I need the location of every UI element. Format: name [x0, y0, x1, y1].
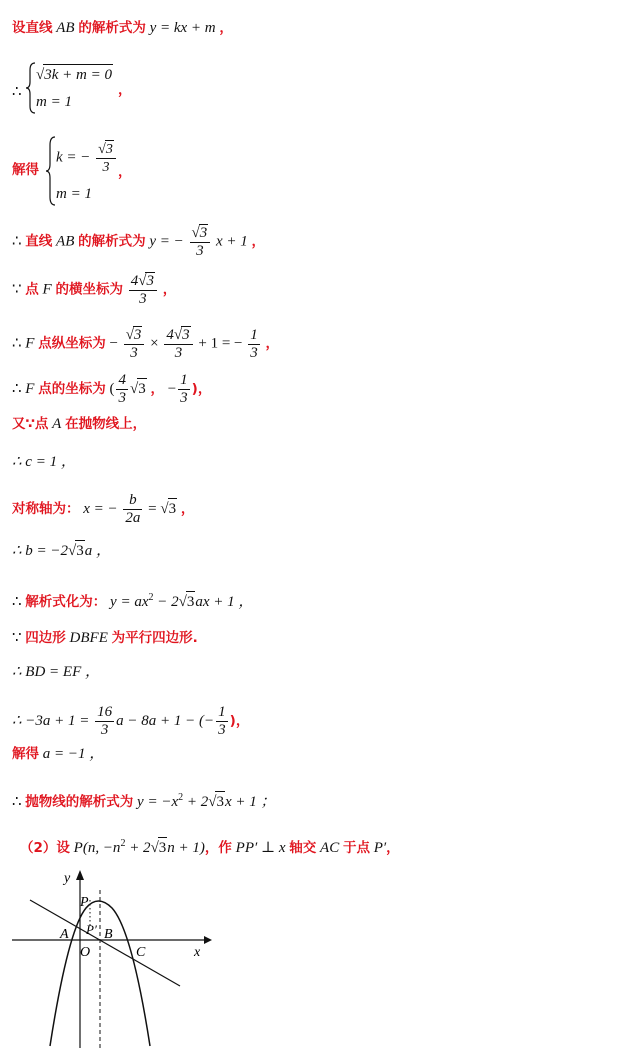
line-13 [12, 628, 198, 648]
math-expr: + 2 [125, 840, 151, 856]
fraction-denominator: 3 [118, 390, 126, 406]
math-expr: 3k + m = 0 [43, 64, 113, 85]
math-sign: = [148, 500, 157, 517]
math-sign: × [150, 335, 159, 352]
text-label: 解得 [12, 162, 39, 178]
text-tail: ， [265, 335, 280, 352]
text-label: 点纵坐标为 [38, 335, 106, 352]
system-eq-1: √3k + m = 0 [36, 64, 113, 85]
math-sign: − [109, 335, 118, 352]
radicand: 3 [158, 837, 168, 858]
math-name: AB [56, 233, 75, 250]
fraction-numerator: 4 [118, 372, 126, 388]
fraction: $\frac{4√3}{3}$ [129, 272, 157, 308]
math-expr: ∴ b = −2 [12, 543, 69, 559]
math-expr: k = − [56, 149, 91, 166]
math-expr: x + 1 [216, 233, 248, 250]
math-sign: − [167, 380, 177, 397]
math-name: A [52, 416, 62, 432]
radicand: 3 [215, 791, 225, 812]
text-tail: ， [386, 840, 400, 856]
fraction-denominator: 3 [218, 722, 226, 738]
text-tail: ， [180, 500, 195, 517]
system-eq-1 [56, 140, 118, 176]
line-4 [12, 224, 265, 260]
fraction-numerator: 1 [218, 704, 226, 720]
math-paren: ( [109, 380, 115, 397]
line-17: ∴ 抛物线的解析式为 $y = -x^2 + 2√3x + 1$ ； [12, 792, 276, 810]
fraction [123, 492, 142, 527]
line-3-label [12, 160, 39, 180]
line-5 [12, 272, 176, 308]
text-label: 四边形 [25, 630, 66, 646]
line-ac [30, 900, 180, 986]
text-label: 抛物线的解析式为 [25, 794, 134, 810]
therefore-symbol: ∴ [12, 380, 22, 397]
text-label: 解析式化为： [25, 594, 107, 610]
text-label: 点 [25, 281, 39, 298]
fraction-denominator: 3 [100, 722, 109, 738]
math-expr: a = −1 ， [42, 746, 105, 762]
fraction-denominator: 2a [125, 510, 141, 526]
fraction [178, 372, 190, 407]
math-expr: a − 8a + 1 − (− [116, 712, 215, 729]
point-c-label: C [136, 945, 146, 960]
line-1 [12, 18, 233, 38]
fraction-numerator-radicand: 3 [146, 273, 154, 289]
fraction-denominator: 3 [196, 243, 204, 259]
fraction: $\frac{4√3}{3}$ [164, 326, 192, 362]
line-9 [12, 452, 76, 472]
line-14 [12, 662, 100, 682]
line-12: ∴ 解析式化为： $y = ax^2 - 2√3ax + 1$ ， [12, 592, 254, 610]
text-label: 的解析式为 [78, 233, 146, 250]
fraction-numerator: 16 [97, 704, 113, 720]
line-7: ∴ F 点的坐标为 ( $\frac{4}{3}$ √3 ， − $\frac{1}{3}$ )， [12, 372, 212, 406]
math-expr: m = 1 [36, 94, 72, 110]
text-label: 于点 [342, 840, 370, 856]
fraction-numerator: 1 [250, 326, 258, 343]
math-expr: x = − [83, 500, 118, 517]
math-exponent: 2 [148, 592, 154, 603]
text-label: 的解析式为 [78, 20, 146, 36]
math-expr: AC [320, 840, 340, 856]
point-b-label: B [104, 927, 113, 942]
therefore-sign [12, 82, 22, 102]
text-tail: ， [118, 82, 132, 98]
line-18: （2）设 P(n, $-n^2 + 2√3n + 1$)，作 PP′ ⊥ x 轴交 AC 于点 P′， [20, 838, 400, 856]
fraction: $\frac{√3}{3}$ [96, 140, 116, 176]
point-p-label: P [80, 895, 89, 910]
math-name: F [25, 335, 35, 352]
text-tail: )， [229, 712, 250, 729]
fraction-numerator: 3 [133, 327, 142, 343]
math-name: F [42, 281, 52, 298]
text-label: 解得 [12, 746, 39, 762]
text-label: 在抛物线上， [65, 416, 147, 432]
because-symbol: ∵ [12, 630, 22, 646]
fraction-numerator-radicand: 3 [182, 327, 190, 343]
line-16 [12, 744, 104, 764]
math-name: AB [56, 20, 75, 36]
math-expr: ∴ −3a + 1 = [12, 712, 90, 729]
fraction-denominator: 3 [174, 345, 183, 361]
math-expr: + 1 = − [198, 335, 243, 352]
math-expr: − 2 [153, 594, 179, 610]
fraction-numerator: b [123, 492, 142, 510]
math-expr: + 2 [183, 794, 209, 810]
math-expr: P(n, −n [73, 840, 121, 856]
text-tail: ， [118, 164, 132, 180]
text-tail: )， [191, 380, 212, 397]
point-p-prime-label: P′ [86, 922, 97, 937]
point-a-label: A [60, 927, 69, 942]
radicand: 3 [168, 498, 178, 519]
line-11: ∴ b = −2√3a ， [12, 540, 111, 561]
parabola-figure [0, 860, 240, 1048]
fraction [216, 704, 228, 739]
text-comma: ， [150, 380, 164, 397]
radicand: 3 [75, 540, 85, 561]
therefore-symbol: ∴ [12, 84, 22, 100]
fraction [248, 327, 260, 362]
text-tail: ， [219, 20, 233, 36]
math-expr: y = −x [137, 794, 179, 810]
math-exponent: 2 [178, 792, 184, 803]
fraction-denominator: 3 [250, 344, 258, 361]
fraction-numerator: 3 [105, 142, 113, 157]
math-expr: n + 1) [167, 840, 205, 856]
text-label: （2）设 [20, 840, 70, 856]
math-expr: ax + 1 ， [195, 594, 254, 610]
fraction-denominator: 3 [130, 345, 138, 361]
therefore-symbol: ∴ [12, 335, 22, 352]
line-3-tail [118, 162, 132, 182]
text-tail: ， [162, 281, 177, 298]
text-label: 直线 [25, 233, 53, 250]
because-symbol: ∵ [12, 281, 22, 298]
math-expr: a ， [84, 543, 112, 559]
therefore-symbol: ∴ [12, 233, 22, 250]
fraction-numerator: 3 [199, 225, 208, 241]
line-2-tail [118, 80, 132, 100]
text-label: 点的坐标为 [38, 380, 106, 397]
text-label: ，作 [204, 840, 232, 856]
math-expr: x + 1 ； [224, 794, 276, 810]
math-expr: y = − [149, 233, 184, 250]
text-label: 为平行四边形. [111, 630, 198, 646]
line-8 [12, 414, 146, 434]
math-expr: y = kx + m [149, 20, 216, 36]
math-expr: ∴ BD = EF ， [12, 664, 100, 680]
text-label: 又∵点 [12, 416, 49, 432]
therefore-symbol: ∴ [12, 794, 22, 810]
origin-label: O [80, 945, 91, 960]
system-eq-2 [36, 92, 72, 112]
fraction-numerator: 1 [180, 372, 188, 388]
text-tail: ， [251, 233, 266, 250]
fraction: $\frac{√3}{3}$ [124, 326, 145, 362]
math-expr: P′ [373, 840, 387, 856]
math-name: F [25, 380, 35, 397]
fraction: $\frac{√3}{3}$ [190, 224, 211, 260]
fraction-denominator: 3 [139, 291, 147, 307]
fraction-numerator: 4 [130, 273, 139, 289]
x-axis-arrow-icon [204, 936, 212, 944]
left-brace-icon [46, 136, 56, 206]
math-name: DBFE [69, 630, 108, 646]
math-expr: ∴ c = 1 ， [12, 454, 76, 470]
fraction-numerator: 4 [166, 327, 174, 343]
fraction-denominator: 3 [180, 390, 188, 406]
text-label: 轴交 [289, 840, 317, 856]
math-expr: y = ax [110, 594, 149, 610]
math-expr: PP′ ⊥ x [235, 840, 286, 856]
math-exponent: 2 [120, 838, 126, 849]
text-label: 对称轴为： [12, 500, 80, 517]
radicand: 3 [186, 591, 196, 612]
fraction [116, 372, 128, 407]
text-label: 的横坐标为 [55, 281, 123, 298]
system-eq-2 [56, 184, 92, 204]
text-label: 设直线 [12, 20, 53, 36]
line-15 [12, 704, 249, 739]
math-expr: m = 1 [56, 186, 92, 202]
fraction [95, 704, 114, 739]
y-axis-arrow-icon [76, 870, 84, 880]
line-10: 对称轴为： x = − $\frac{b}{2a}$ = √3 ， [12, 492, 195, 526]
fraction-denominator: 3 [102, 160, 110, 175]
line-6 [12, 326, 279, 362]
therefore-symbol: ∴ [12, 594, 22, 610]
y-axis-label: y [64, 871, 71, 886]
left-brace-icon [26, 62, 36, 114]
x-axis-label: x [194, 945, 201, 960]
radicand: 3 [137, 378, 147, 399]
